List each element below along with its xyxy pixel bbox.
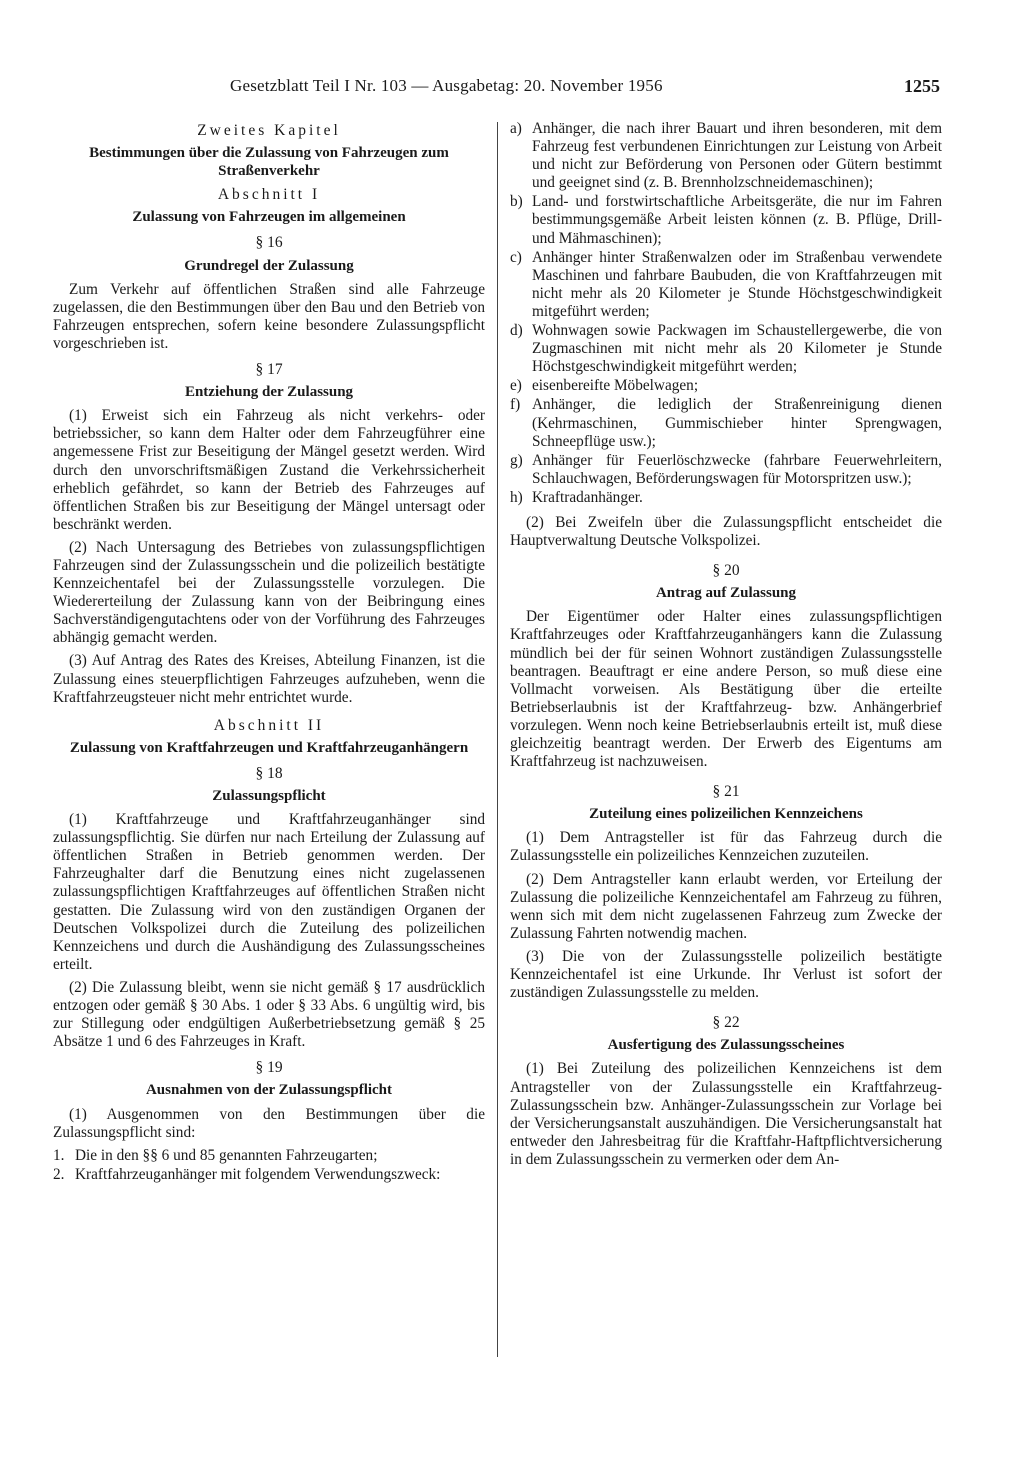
list-item-label: 1.	[53, 1146, 65, 1164]
abschnitt-1-heading: Abschnitt I	[217, 186, 321, 204]
section-20-title: Antrag auf Zulassung	[655, 585, 797, 602]
section-21-paragraph-3: (3) Die von der Zulassungsstelle polizeilich bestätigte Kennzeichentafel ist eine Urkunde. Ihr Verlust ist sofort der zuständigen Zulassungsstelle zu melden.	[510, 947, 942, 1002]
list-item	[510, 322, 942, 376]
list-item-label: c)	[510, 248, 522, 266]
section-22-number: § 22	[712, 1014, 740, 1032]
section-22-title: Ausfertigung des Zulassungsscheines	[607, 1037, 845, 1054]
list-item	[510, 452, 942, 488]
list-item-text: Anhänger hinter Straßenwalzen oder im Straßenbau verwendete Maschinen und fahrbare Baubuden, die von Kraftfahrzeugen mit nicht mehr als 20 Kilometer je Stunde Höchstgeschwindigkeit mitgeführt werden;	[532, 248, 942, 320]
section-17-number: § 17	[255, 361, 283, 379]
list-item-label: h)	[510, 488, 523, 506]
list-item-text: eisenbereifte Möbelwagen;	[532, 377, 699, 395]
section-20-paragraph: Der Eigentümer oder Halter eines zulassungspflichtigen Kraftfahrzeuges oder Kraftfahrzeuganhängers kann die Zulassung mündlich bei der für seinen Wohnort zuständigen Zulassungsstelle beantragen. Beauftragt er eine andere Person, so muß diese eine Vollmacht vorweisen. Als Bestätigung über die erteilte Betriebserlaubnis ist der Kraftfahrzeug- bzw. Anhängerbrief vorzulegen. Wenn noch keine Betriebserlaubnis erteilt ist, muß diese gleichzeitig beantragt werden. Der Erwerb des Eigentums am Kraftfahrzeug ist nachzuweisen.	[510, 608, 942, 771]
list-item-text: Kraftradanhänger.	[532, 488, 643, 506]
list-item-label: e)	[510, 377, 522, 395]
list-item-text: Land- und forstwirtschaftliche Arbeitsgeräte, die nur im Fahren bestimmungsgemäße Arbeit leisten können (z. B. Pflüge, Drill- und Mähmaschinen);	[532, 193, 942, 247]
column-divider	[497, 122, 498, 1357]
left-column	[53, 120, 485, 1185]
section-18-title: Zulassungspflicht	[212, 788, 326, 804]
list-item-label: b)	[510, 193, 523, 211]
list-item-text: Anhänger, die nach ihrer Bauart und ihren besonderen, mit dem Fahrzeug fest verbundenen Einrichtungen zur Leistung von Arbeit und nicht zur Beförderung von Personen oder Gütern bestimmt und geeignet sind (z. B. Brennholzschneidemaschinen);	[532, 120, 942, 192]
section-21-paragraph-2: (2) Dem Antragsteller kann erlaubt werden, vor Erteilung der Zulassung die polizeiliche Kennzeichentafel am Fahrzeug zu führen, wenn sich mit dem nicht zugelassenen Fahrzeug zum Zwecke der Zulassung Fahrten notwendig machen.	[510, 870, 942, 942]
list-item-text: Anhänger, die lediglich der Straßenreinigung dienen (Kehrmaschinen, Gummischieber hinter Sprengwagen, Schneepflüge usw.);	[532, 396, 942, 450]
chapter-title: Bestimmungen über die Zulassung von Fahrzeugen zum Straßenverkehr	[89, 145, 449, 180]
section-18-number: § 18	[255, 764, 283, 782]
abschnitt-1-title: Zulassung von Fahrzeugen im allgemeinen	[132, 209, 406, 226]
section-18-paragraph-1: (1) Kraftfahrzeuge und Kraftfahrzeuganhänger sind zulassungspflichtig. Sie dürfen nur nach Erteilung der Zulassung auf öffentlichen Straßen in Betrieb genommen werden. Der Fahrzeughalter darf die Benutzung eines nicht zugelassenen zulassungspflichtigen Kraftfahrzeuges auf öffentlichen Straßen nicht gestatten. Die Zulassung wird von den zuständigen Organen der Deutschen Volkspolizei durch die Zuteilung des polizeilichen Kennzeichens und durch die Aushändigung des Zulassungsscheines erteilt.	[53, 811, 485, 973]
section-17-paragraph-3: (3) Auf Antrag des Rates des Kreises, Abteilung Finanzen, ist die Zulassung eines steuerpflichtigen Fahrzeuges aufzuheben, wenn die Kraftfahrzeugsteuer nicht mehr entrichtet wurde.	[53, 652, 485, 706]
section-17-paragraph-1: (1) Erweist sich ein Fahrzeug als nicht verkehrs- oder betriebssicher, so kann dem Halter oder dem Fahrzeugführer eine angemessene Frist zur Beseitigung der Mängel gesetzt werden. Wird durch den unvorschriftsmäßigen Zustand die Verkehrssicherheit erheblich gefährdet, so kann der Betrieb des Fahrzeuges auf öffentlichen Straßen bis zur Beseitigung der Mängel untersagt oder beschränkt werden.	[53, 407, 485, 533]
section-22-paragraph-1: (1) Bei Zuteilung des polizeilichen Kennzeichens ist dem Antragsteller von der Zulassungsstelle ein Kraftfahrzeug-Zulassungsschein bzw. Anhänger-Zulassungsschein zur Vorlage bei der Versicherungsanstalt auszuhändigen. Die Versicherungsanstalt hat entweder den Jahresbeitrag für die Kraftfahr-Haftpflichtversicherung in dem Zulassungsschein zu vermerken oder dem An-	[510, 1060, 942, 1168]
section-20-number: § 20	[712, 562, 740, 580]
list-item-label: 2.	[53, 1165, 65, 1183]
header-title: Gesetzblatt Teil I Nr. 103 — Ausgabetag: 20. November 1956	[230, 76, 663, 95]
chapter-heading: Zweites Kapitel	[197, 122, 341, 139]
section-21-paragraph-1: (1) Dem Antragsteller ist für das Fahrzeug durch die Zulassungsstelle ein polizeiliches Kennzeichen zuzuteilen.	[510, 829, 942, 865]
list-item-label: f)	[510, 396, 521, 414]
abschnitt-2-heading: Abschnitt II	[213, 716, 325, 734]
page-number: 1255	[904, 76, 940, 96]
list-item-label: a)	[510, 120, 522, 137]
section-16-paragraph: Zum Verkehr auf öffentlichen Straßen sind alle Fahrzeuge zugelassen, die den Bestimmungen über den Bau und den Betrieb von Fahrzeugen entsprechen, sofern keine besondere Zulassungspflicht vorgeschrieben ist.	[53, 280, 485, 352]
section-21-title: Zuteilung eines polizeilichen Kennzeichens	[589, 806, 863, 823]
list-item	[510, 396, 942, 450]
list-item	[510, 120, 942, 192]
list-item-text: Wohnwagen sowie Packwagen im Schaustellergewerbe, die von Zugmaschinen mit nicht mehr als 20 Kilometer je Stunde Höchstgeschwindigkeit mitgeführt werden;	[532, 322, 942, 376]
list-item-text: Anhänger für Feuerlöschzwecke (fahrbare Feuerwehrleitern, Schlauchwagen, Beförderungswagen für Motorspritzen usw.);	[532, 451, 942, 487]
abschnitt-2-title: Zulassung von Kraftfahrzeugen und Kraftfahrzeuganhängern	[69, 739, 469, 756]
list-item-text: Die in den §§ 6 und 85 genannten Fahrzeugarten;	[75, 1146, 378, 1164]
list-item	[510, 249, 942, 321]
list-item	[510, 489, 942, 507]
section-19-paragraph-2: (2) Bei Zweifeln über die Zulassungspflicht entscheidet die Hauptverwaltung Deutsche Volkspolizei.	[510, 513, 942, 550]
list-item-label: d)	[510, 322, 523, 340]
list-item	[510, 193, 942, 247]
section-17-paragraph-2: (2) Nach Untersagung des Betriebes von zulassungspflichtigen Fahrzeugen sind der Zulassungsschein und die polizeilich bestätigte Kennzeichentafel bei der Zulassungsstelle vorzulegen. Die Wiedererteilung der Zulassung kann von der Beibringung eines Sachverständigengutachtens oder von der Vorführung des Fahrzeuges abhängig gemacht werden.	[53, 538, 485, 647]
list-item-label: g)	[510, 451, 523, 469]
list-item	[53, 1166, 485, 1184]
list-item	[510, 377, 942, 395]
section-19-number: § 19	[255, 1059, 283, 1077]
section-19-paragraph-1: (1) Ausgenommen von den Bestimmungen über die Zulassungspflicht sind:	[53, 1105, 485, 1141]
list-item-text: Kraftfahrzeuganhänger mit folgendem Verwendungszweck:	[75, 1165, 441, 1183]
section-21-number: § 21	[712, 783, 740, 801]
list-item	[53, 1147, 485, 1165]
section-16-title: Grundregel der Zulassung	[184, 257, 354, 274]
section-19-title: Ausnahmen von der Zulassungspflicht	[145, 1082, 393, 1099]
section-18-paragraph-2: (2) Die Zulassung bleibt, wenn sie nicht gemäß § 17 ausdrücklich entzogen oder gemäß § 30 Abs. 1 oder § 33 Abs. 6 ungültig wird, bis zur Stillegung oder endgültigen Außerbetriebsetzung gemäß § 25 Absätze 1 und 6 des Fahrzeuges in Kraft.	[53, 978, 485, 1051]
section-17-title: Entziehung der Zulassung	[184, 384, 354, 401]
page-header	[230, 76, 940, 100]
right-column	[510, 120, 942, 1174]
section-16-number: § 16	[255, 234, 283, 252]
